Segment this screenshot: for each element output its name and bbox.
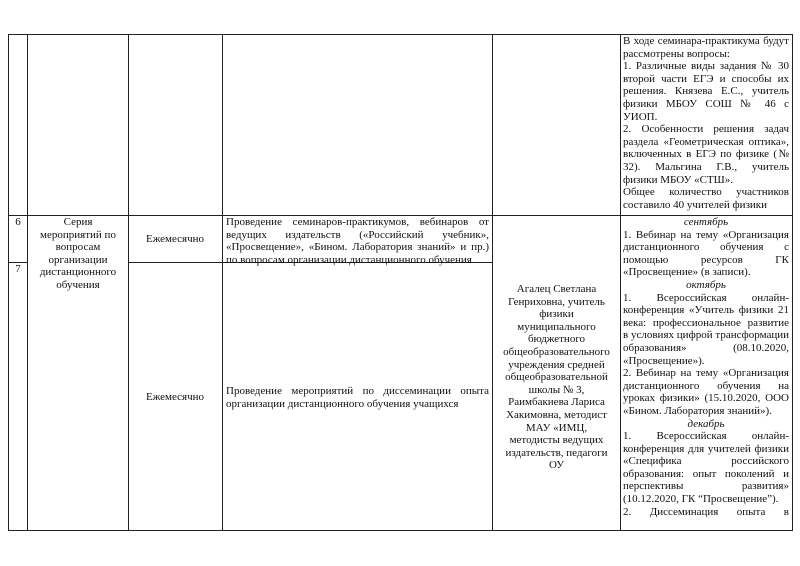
results-cell [623, 216, 789, 530]
col-divider [792, 34, 793, 531]
result-item: 1. Всероссийская онлайн-конференция для учителей физики «Специфика российского образования: опыт поколений и перспективы развития» (10.12.2020, ГК “Просвещение”). [623, 430, 789, 506]
result-line: 1. Различные виды задания № 30 второй части ЕГЭ и способы их решения. Князева Е.С., учитель физики МБОУ СОШ № 46 с УИОП. [623, 60, 789, 123]
result-line: В ходе семинара-практикума будут рассмотрены вопросы: [623, 35, 789, 60]
group-title: Серия мероприятий по вопросам организации дистанционного обучения [39, 216, 117, 291]
col-divider [128, 34, 129, 531]
result-item: 1. Вебинар на тему «Организация дистанционного обучения с помощью ресурсов ГК «Просвещение» (в записи). [623, 228, 789, 279]
col-divider [27, 34, 28, 531]
month-september: сентябрь [683, 216, 729, 228]
result-cell-row-prev [623, 35, 789, 211]
row-number-6: 6 [15, 216, 21, 228]
description-7: Проведение мероприятий по диссеминации опыта организации дистанционного обучения учащихся [226, 385, 489, 410]
col-divider [8, 34, 9, 531]
month-october: октябрь [686, 278, 726, 291]
row-number-7: 7 [15, 263, 21, 275]
description-6: Проведение семинаров-практикумов, вебинаров от ведущих издательств («Российский учебник», «Просвещение», «Бином. Лаборатория знаний» и пр.) по вопросам организации дистанционного обучения [226, 216, 489, 266]
result-line: Общее количество участников составило 40 учителей физики [623, 186, 789, 211]
table-bottom-border [8, 530, 793, 531]
frequency-7: Ежемесячно [145, 391, 205, 403]
responsible-persons: Агалец Светлана Генриховна, учитель физики муниципального бюджетного общеобразовательного учреждения средней общеобразовательной школы № 3, Раимбакиева Лариса Хакимовна, методист МАУ «ИМЦ, методисты ведущих издательств, педагоги ОУ [503, 283, 610, 472]
result-item: 1. Всероссийская онлайн-конференция «Учитель физики 21 века: профессиональное развитие в условиях цифрой трансформации образования» (08.10.2020, «Просвещение»). [623, 291, 789, 367]
result-item: 2. Диссеминация опыта в [623, 505, 789, 518]
col-divider [222, 34, 223, 531]
frequency-6: Ежемесячно [145, 233, 205, 245]
month-december: декабрь [687, 417, 725, 430]
result-item: 2. Вебинар на тему «Организация дистанционного обучения на уроках физики» (15.10.2020, ООО «Бином. Лаборатория знаний»). [623, 367, 789, 417]
result-line: 2. Особенности решения задач раздела «Геометрическая оптика», включенных в ЕГЭ по физике (№ 32). Мальгина Г.В., учитель физики МБОУ «СТШ». [623, 123, 789, 186]
col-divider [492, 34, 493, 531]
col-divider [620, 34, 621, 531]
